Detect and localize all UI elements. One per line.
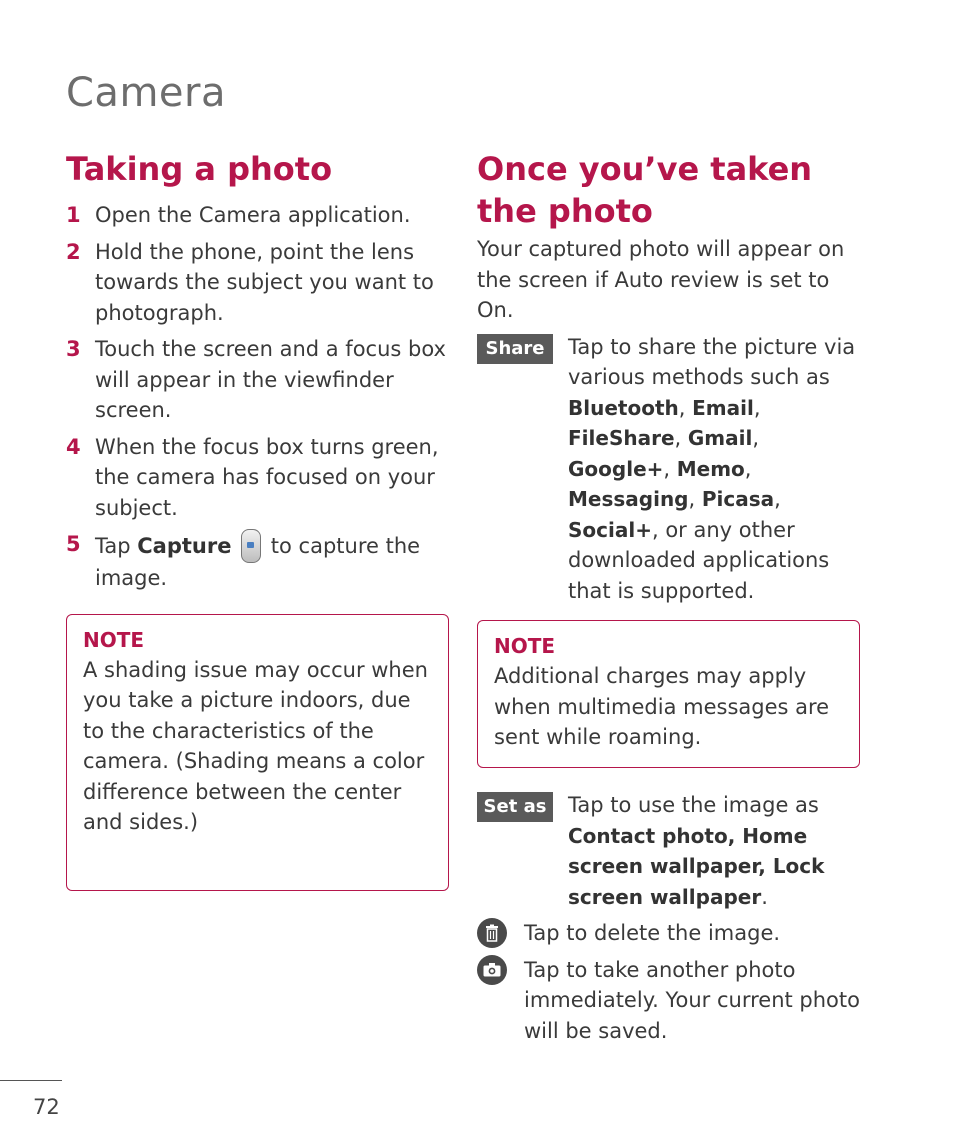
step-item <box>66 200 450 231</box>
capture-label: Capture <box>137 534 232 558</box>
camera-description: Tap to take another photo immediately. Your current photo will be saved. <box>524 957 860 1043</box>
share-text-post: , or any other downloaded applications that is supported. <box>568 517 830 603</box>
method-gmail: Gmail <box>687 426 753 450</box>
delete-description: Tap to delete the image. <box>524 921 781 945</box>
step-number: 4 <box>66 434 81 459</box>
step-item <box>66 432 450 524</box>
after-photo-heading: Once you’ve taken the photo <box>477 150 813 230</box>
step-item <box>66 334 450 426</box>
method-fileshare: FileShare <box>568 426 675 450</box>
step-text-post: to capture the image. <box>95 534 421 590</box>
step-text: Touch the screen and a focus box will appear in the viewfinder screen. <box>95 337 446 422</box>
step-number: 2 <box>66 239 81 264</box>
method-picasa: Picasa <box>701 487 775 511</box>
step-text: When the focus box turns green, the camera has focused on your subject. <box>95 434 439 520</box>
method-socialplus: Social+ <box>568 517 652 542</box>
capture-button-icon <box>241 529 261 563</box>
steps-list <box>66 200 450 594</box>
set-as-targets: Contact photo, Home screen wallpaper, Lock screen wallpaper <box>568 823 825 909</box>
method-messaging: Messaging <box>568 487 689 511</box>
right-column <box>477 148 861 1046</box>
trash-icon <box>477 918 507 948</box>
footer-rule <box>0 1080 62 1081</box>
step-number: 5 <box>66 532 81 556</box>
step-text: Hold the phone, point the lens towards the subject you want to photograph. <box>95 239 434 325</box>
set-as-description <box>568 790 861 912</box>
separator: , <box>674 426 688 450</box>
method-googleplus: Google+ <box>568 456 664 481</box>
camera-icon <box>477 955 507 985</box>
share-text-pre: Tap to share the picture via various methods such as <box>568 334 856 389</box>
share-option <box>477 332 861 607</box>
set-as-badge: Set as <box>477 792 553 822</box>
separator: , <box>774 487 781 511</box>
set-as-text-post: . <box>761 884 768 909</box>
method-memo: Memo <box>676 456 745 481</box>
separator: , <box>688 487 702 511</box>
share-description <box>568 332 861 607</box>
step-text <box>95 529 450 594</box>
method-bluetooth: Bluetooth <box>568 395 679 420</box>
step-number: 3 <box>66 337 81 361</box>
separator: , <box>744 456 752 481</box>
note-title: NOTE <box>494 634 556 658</box>
note-text: A shading issue may occur when you take a picture indoors, due to the characteristics of the camera. (Shading means a color difference between the center and sides.) <box>83 657 428 834</box>
left-column <box>66 148 450 891</box>
note-text: Additional charges may apply when multimedia messages are sent while roaming. <box>494 664 830 749</box>
note-box-roaming <box>477 620 860 768</box>
camera-option <box>477 955 861 1047</box>
step-text: Open the Camera application. <box>95 203 411 227</box>
note-title: NOTE <box>83 627 145 652</box>
step-number: 1 <box>66 203 81 227</box>
separator: , <box>752 426 760 450</box>
method-email: Email <box>692 395 754 420</box>
share-badge: Share <box>477 334 553 364</box>
set-as-option <box>477 790 861 912</box>
taking-photo-heading: Taking a photo <box>66 150 333 188</box>
section-title: Camera <box>66 70 226 116</box>
step-text-pre: Tap <box>95 534 138 558</box>
intro-text: Your captured photo will appear on the screen if Auto review is set to On. <box>477 237 845 322</box>
delete-option <box>477 918 861 949</box>
step-item <box>66 237 450 329</box>
step-item <box>66 529 450 594</box>
separator: , <box>678 395 693 420</box>
set-as-text-pre: Tap to use the image as <box>568 793 819 817</box>
separator: , <box>753 395 761 420</box>
page-number: 72 <box>33 1095 60 1119</box>
note-box-shading <box>66 614 449 891</box>
separator: , <box>663 456 677 481</box>
